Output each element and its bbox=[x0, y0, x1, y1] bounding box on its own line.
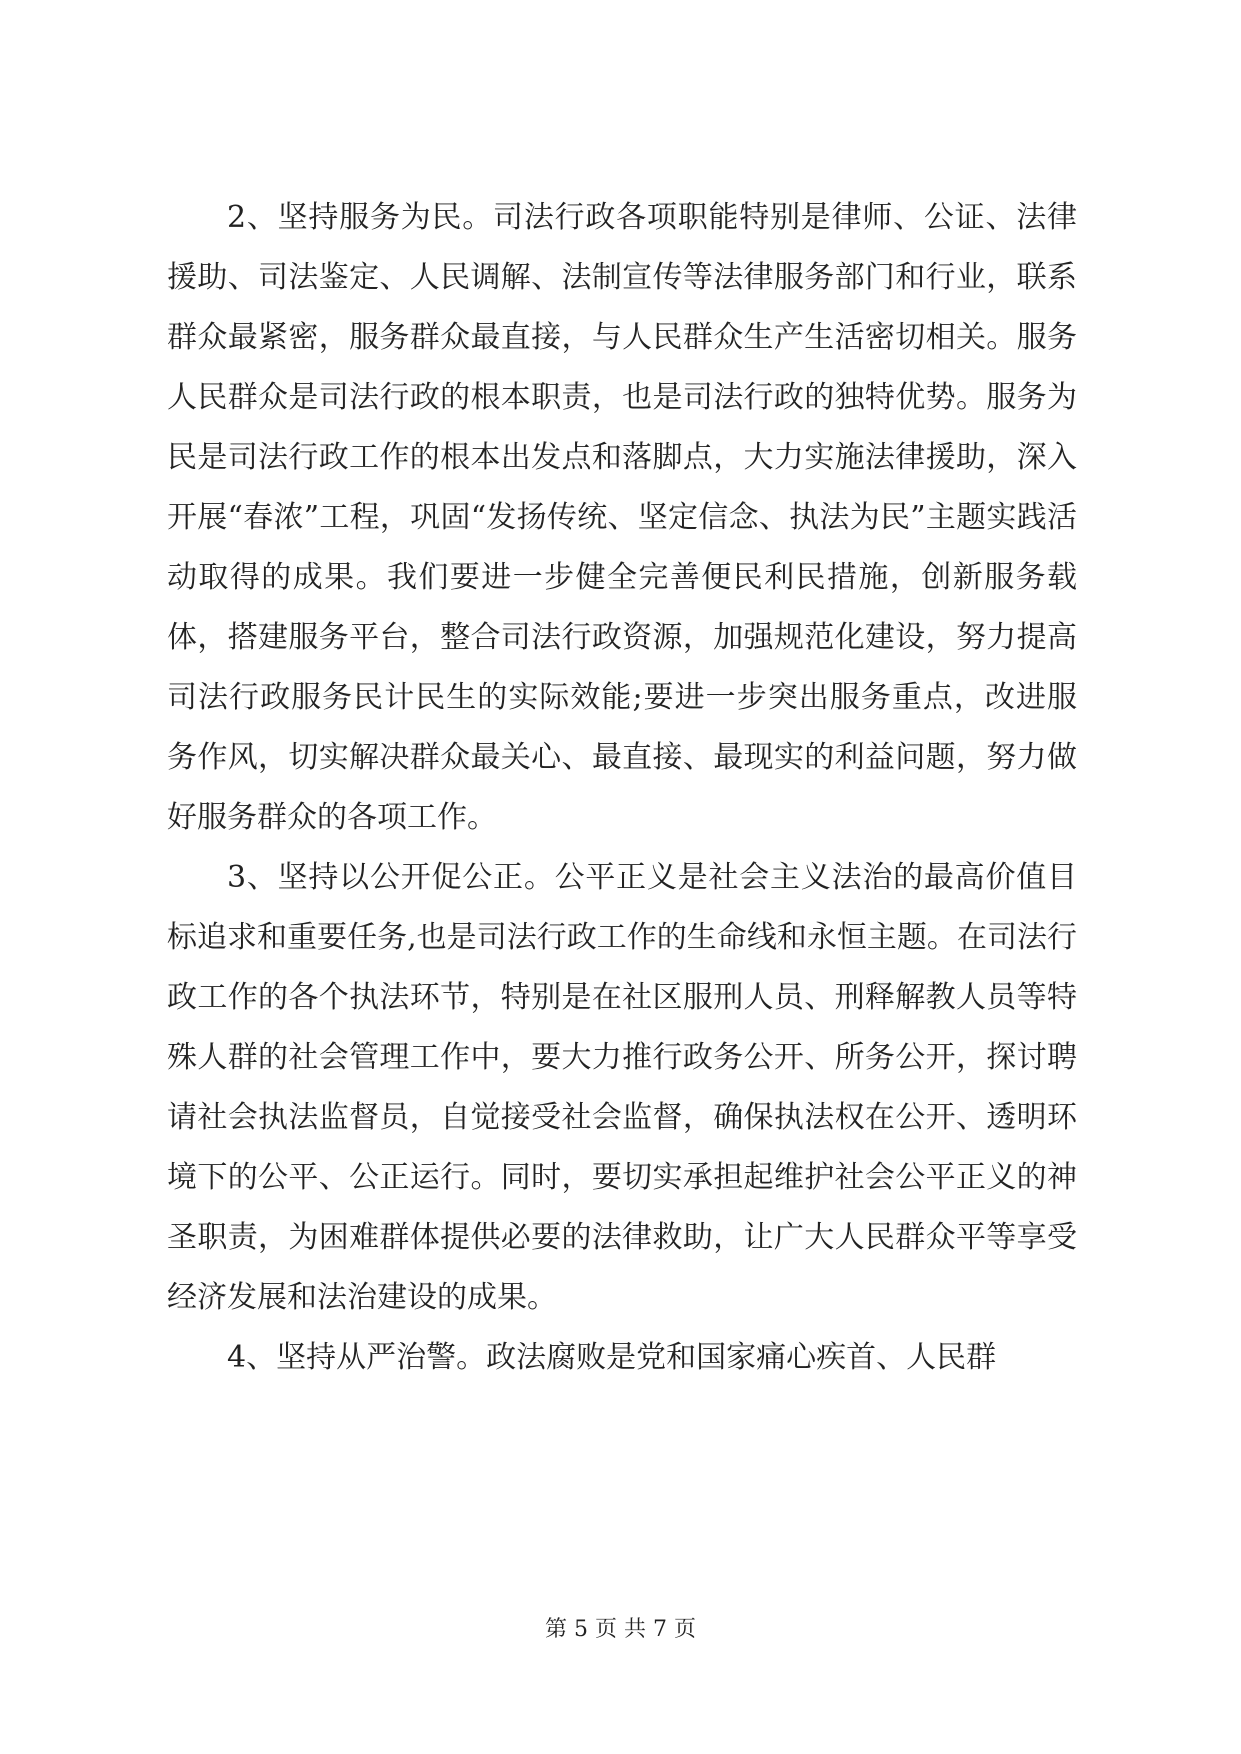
paragraph-serve-people: 2、坚持服务为民。司法行政各项职能特别是律师、公证、法律援助、司法鉴定、人民调解、法制宣传等法律服务部门和行业，联系群众最紧密，服务群众最直接，与人民群众生产生活密切相关。服务人民群众是司法行政的根本职责，也是司法行政的独特优势。服务为民是司法行政工作的根本出发点和落脚点，大力实施法律援助，深入开展“春浓”工程，巩固“发扬传统、坚定信念、执法为民”主题实践活动取得的成果。我们要进一步健全完善便民利民措施，创新服务载体，搭建服务平台，整合司法行政资源，加强规范化建设，努力提高司法行政服务民计民生的实际效能;要进一步突出服务重点，改进服务作风，切实解决群众最关心、最直接、最现实的利益问题，努力做好服务群众的各项工作。 bbox=[167, 200, 1077, 835]
page-number-footer: 第 5 页 共 7 页 bbox=[545, 1617, 696, 1642]
paragraph-openness-justice: 3、坚持以公开促公正。公平正义是社会主义法治的最高价值目标追求和重要任务,也是司法行政工作的生命线和永恒主题。在司法行政工作的各个执法环节，特别是在社区服刑人员、刑释解教人员等特殊人群的社会管理工作中，要大力推行政务公开、所务公开，探讨聘请社会执法监督员，自觉接受社会监督，确保执法权在公开、透明环境下的公平、公正运行。同时，要切实承担起维护社会公平正义的神圣职责，为困难群体提供必要的法律救助，让广大人民群众平等享受经济发展和法治建设的成果。 bbox=[167, 860, 1077, 1315]
paragraph-strict-police: 4、坚持从严治警。政法腐败是党和国家痛心疾首、人民群 bbox=[227, 1340, 997, 1375]
document-body bbox=[167, 188, 1077, 1388]
